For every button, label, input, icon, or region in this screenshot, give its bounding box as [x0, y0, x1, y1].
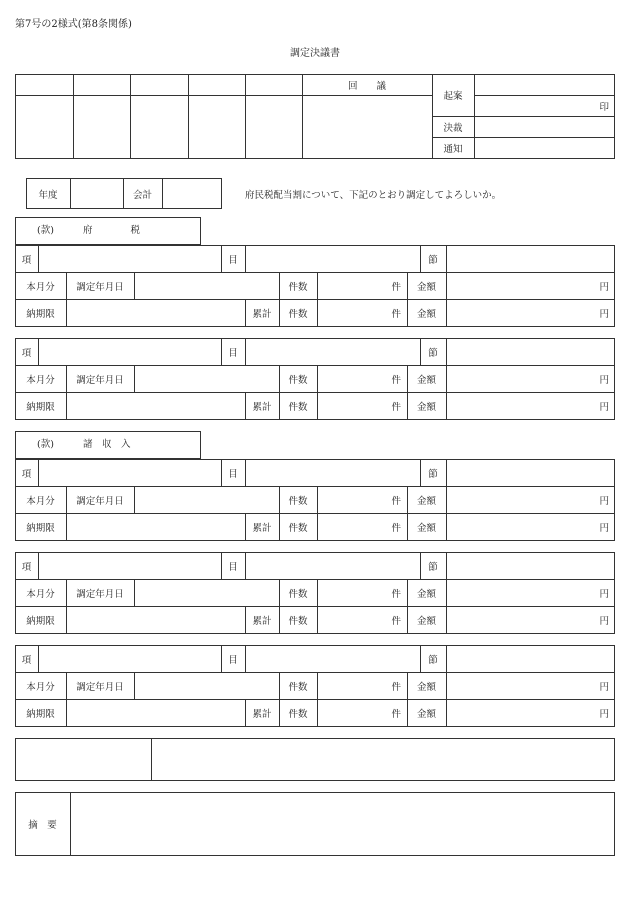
noukigen-label: 納期限	[26, 523, 55, 534]
noukigen-label: 納期限	[26, 709, 55, 720]
chotei-date-label: 調定年月日	[76, 281, 124, 293]
chotei-date-label: 調定年月日	[76, 588, 124, 600]
en-unit: 円	[599, 402, 609, 413]
setsu-label: 節	[428, 654, 438, 666]
kou-label: 項	[21, 654, 32, 666]
honketsu-label: 本月分	[26, 495, 55, 507]
kaikei-label: 会計	[132, 189, 152, 201]
kensu-label: 件数	[288, 523, 308, 534]
en-unit: 円	[599, 495, 609, 507]
kensu-label: 件数	[288, 588, 308, 600]
kan-name-1: 府 税	[83, 225, 141, 236]
kingaku-label: 金額	[416, 374, 436, 386]
ken-unit: 件	[391, 588, 401, 600]
nendo-label: 年度	[38, 189, 58, 201]
noukigen-label: 納期限	[26, 616, 55, 627]
en-unit: 円	[599, 374, 609, 386]
kensu-label: 件数	[288, 681, 308, 693]
kensu-label: 件数	[288, 402, 308, 413]
kingaku-label: 金額	[416, 681, 436, 693]
kou-label: 項	[21, 254, 32, 266]
kingaku-label: 金額	[416, 402, 436, 413]
ken-unit: 件	[391, 616, 401, 627]
ken-unit: 件	[391, 709, 401, 720]
ken-unit: 件	[391, 309, 401, 320]
moku-label: 目	[228, 654, 238, 666]
honketsu-label: 本月分	[26, 681, 55, 693]
kian-label: 起案	[443, 91, 463, 102]
honketsu-label: 本月分	[26, 281, 55, 293]
ruikei-label: 累計	[252, 402, 272, 413]
tekiyo-label: 摘 要	[28, 820, 57, 831]
setsu-label: 節	[428, 254, 438, 266]
kou-label: 項	[21, 561, 32, 573]
kingaku-label: 金額	[416, 495, 436, 507]
honketsu-label: 本月分	[26, 588, 55, 600]
kensu-label: 件数	[288, 495, 308, 507]
moku-label: 目	[228, 347, 238, 359]
kaikei-field[interactable]	[162, 178, 222, 209]
setsu-label: 節	[428, 347, 438, 359]
honketsu-label: 本月分	[26, 374, 55, 386]
kaigi-label: 回 議	[347, 80, 386, 92]
chotei-date-label: 調定年月日	[76, 374, 124, 386]
tekiyo-field[interactable]	[71, 793, 614, 855]
tsuchi-label: 通知	[443, 144, 463, 155]
kingaku-label: 金額	[416, 709, 436, 720]
kensu-label: 件数	[288, 309, 308, 320]
ken-unit: 件	[391, 402, 401, 413]
moku-label: 目	[228, 254, 238, 266]
form-id: 第7号の2様式(第8条関係)	[15, 19, 132, 30]
nendo-field[interactable]	[70, 178, 123, 209]
noukigen-label: 納期限	[26, 402, 55, 413]
kingaku-label: 金額	[416, 523, 436, 534]
kensu-label: 件数	[288, 374, 308, 386]
statement-text: 府民税配当割について、下記のとおり調定してよろしいか。	[245, 190, 502, 201]
en-unit: 円	[599, 616, 609, 627]
en-unit: 円	[599, 588, 609, 600]
en-unit: 円	[599, 709, 609, 720]
kou-label: 項	[21, 347, 32, 359]
en-unit: 円	[599, 523, 609, 534]
ken-unit: 件	[391, 374, 401, 386]
moku-label: 目	[228, 561, 238, 573]
kingaku-label: 金額	[416, 309, 436, 320]
kingaku-label: 金額	[416, 616, 436, 627]
kensu-label: 件数	[288, 281, 308, 293]
ken-unit: 件	[391, 495, 401, 507]
setsu-label: 節	[428, 468, 438, 480]
chotei-date-label: 調定年月日	[76, 681, 124, 693]
setsu-label: 節	[428, 561, 438, 573]
moku-label: 目	[228, 468, 238, 480]
kessai-label: 決裁	[443, 122, 463, 134]
ruikei-label: 累計	[252, 523, 272, 534]
in-seal-label: 印	[599, 101, 609, 113]
ruikei-label: 累計	[252, 309, 272, 320]
ruikei-label: 累計	[252, 616, 272, 627]
kan-label-1: (款)	[37, 225, 54, 236]
kan-name-2: 諸 収 入	[83, 439, 131, 450]
kan-label-2: (款)	[37, 439, 54, 450]
chotei-date-label: 調定年月日	[76, 495, 124, 507]
ken-unit: 件	[391, 681, 401, 693]
extra-box	[15, 738, 615, 781]
ken-unit: 件	[391, 281, 401, 293]
kingaku-label: 金額	[416, 281, 436, 293]
kensu-label: 件数	[288, 709, 308, 720]
kensu-label: 件数	[288, 616, 308, 627]
en-unit: 円	[599, 281, 609, 293]
en-unit: 円	[599, 681, 609, 693]
kingaku-label: 金額	[416, 588, 436, 600]
noukigen-label: 納期限	[26, 309, 55, 320]
page-title: 調定決議書	[290, 48, 340, 59]
kou-label: 項	[21, 468, 32, 480]
ruikei-label: 累計	[252, 709, 272, 720]
ken-unit: 件	[391, 523, 401, 534]
en-unit: 円	[599, 309, 609, 320]
